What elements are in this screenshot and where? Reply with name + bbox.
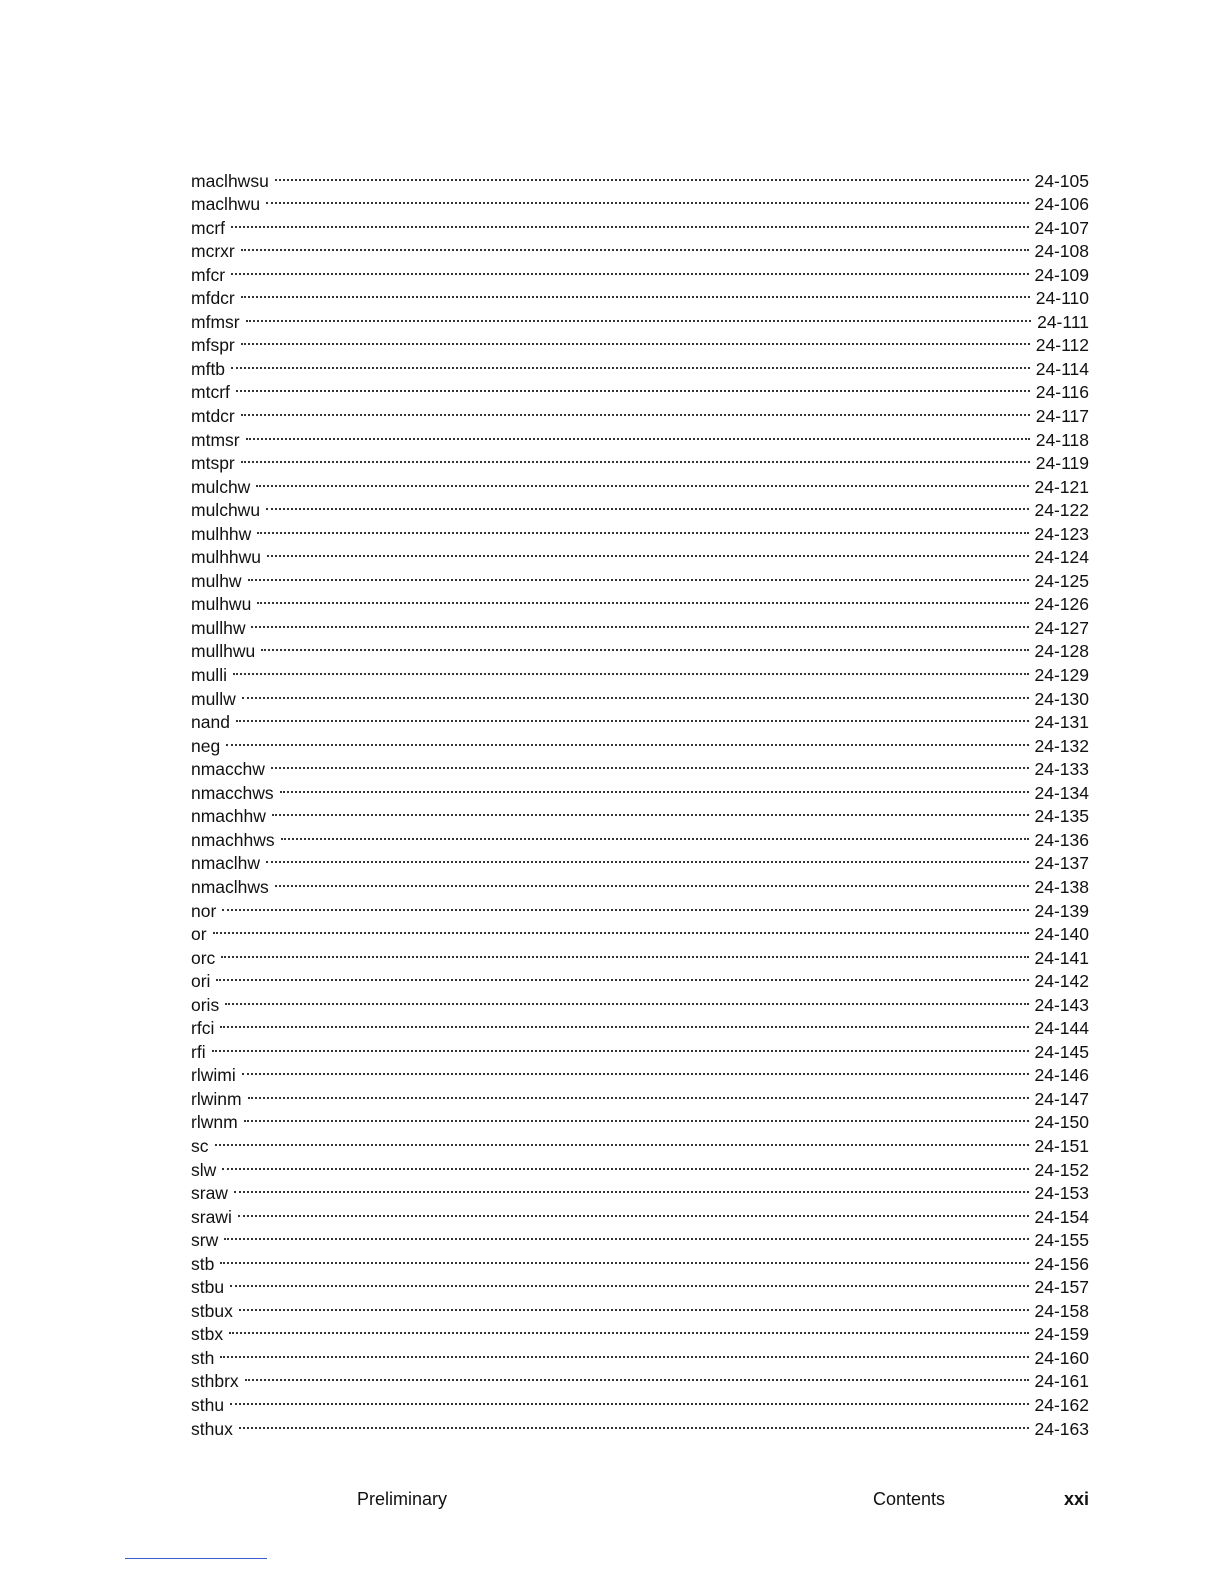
toc-dot-leader [236, 375, 1030, 399]
toc-entry-name: mcrf [191, 217, 226, 238]
toc-entry-page: 24-119 [1035, 453, 1089, 474]
toc-entry[interactable] [191, 1293, 1089, 1321]
toc-entry-name: slw [191, 1159, 217, 1180]
toc-entry[interactable] [191, 987, 1089, 1015]
toc-entry-name: mulhhwu [191, 547, 262, 568]
toc-entry[interactable] [191, 1011, 1089, 1039]
toc-entry-page: 24-136 [1034, 829, 1089, 850]
toc-entry-name: mtdcr [191, 406, 235, 427]
toc-entry[interactable] [191, 893, 1089, 921]
toc-entry-name: nmachhw [191, 806, 266, 827]
toc-entry[interactable] [191, 351, 1089, 379]
toc-dot-leader [257, 587, 1028, 611]
toc-entry[interactable] [191, 917, 1089, 945]
toc-dot-leader [244, 1105, 1029, 1129]
toc-entry[interactable] [191, 940, 1089, 968]
toc-entry-page: 24-135 [1034, 806, 1089, 827]
toc-entry[interactable] [191, 469, 1089, 497]
toc-entry-page: 24-161 [1034, 1371, 1089, 1392]
toc-entry-name: maclhwsu [191, 170, 269, 191]
toc-entry-page: 24-155 [1034, 1230, 1089, 1251]
toc-dot-leader [245, 1364, 1029, 1388]
toc-dot-leader [234, 1176, 1029, 1200]
toc-entry[interactable] [191, 516, 1089, 544]
toc-dot-leader [220, 1246, 1028, 1270]
toc-entry[interactable] [191, 1411, 1089, 1439]
toc-entry[interactable] [191, 1246, 1089, 1274]
toc-entry-name: mfmsr [191, 311, 240, 332]
toc-entry-name: srawi [191, 1206, 232, 1227]
toc-entry-name: rfci [191, 1018, 215, 1039]
toc-entry-page: 24-112 [1035, 335, 1089, 356]
toc-entry-page: 24-157 [1034, 1277, 1089, 1298]
toc-entry[interactable] [191, 1340, 1089, 1368]
footer-status: Preliminary [357, 1489, 448, 1509]
toc-entry-page: 24-129 [1034, 665, 1089, 686]
toc-entry[interactable] [191, 493, 1089, 521]
toc-entry[interactable] [191, 563, 1089, 591]
toc-entry-name: rlwimi [191, 1065, 236, 1086]
toc-dot-leader [267, 540, 1028, 564]
toc-entry[interactable] [191, 1081, 1089, 1109]
toc-entry-name: mtspr [191, 453, 235, 474]
toc-entry[interactable] [191, 1387, 1089, 1415]
toc-entry-page: 24-137 [1034, 853, 1089, 874]
toc-dot-leader [242, 681, 1029, 705]
toc-entry-page: 24-163 [1034, 1418, 1089, 1439]
toc-dot-leader [266, 846, 1028, 870]
toc-entry-name: rlwinm [191, 1088, 242, 1109]
toc-entry-name: oris [191, 994, 220, 1015]
toc-entry-name: nmaclhws [191, 876, 269, 897]
toc-entry-page: 24-151 [1034, 1135, 1089, 1156]
toc-entry[interactable] [191, 634, 1089, 662]
toc-dot-leader [233, 657, 1029, 681]
toc-dot-leader [239, 1293, 1029, 1317]
toc-entry-page: 24-128 [1034, 641, 1089, 662]
toc-dot-leader [215, 1128, 1029, 1152]
toc-dot-leader [212, 1034, 1029, 1058]
toc-entry[interactable] [191, 1364, 1089, 1392]
toc-entry-page: 24-105 [1034, 170, 1089, 191]
toc-entry-page: 24-121 [1034, 476, 1089, 497]
toc-dot-leader [238, 1199, 1029, 1223]
toc-entry-name: nmachhws [191, 829, 275, 850]
toc-dot-leader [261, 634, 1028, 658]
toc-entry-page: 24-147 [1034, 1088, 1089, 1109]
toc-entry-name: nand [191, 712, 230, 733]
toc-dot-leader [231, 210, 1028, 234]
footer-section: Contents [873, 1489, 946, 1509]
toc-dot-leader [271, 752, 1029, 776]
toc-entry[interactable] [191, 422, 1089, 450]
toc-entry-name: mullhwu [191, 641, 256, 662]
toc-entry-name: stbx [191, 1324, 224, 1345]
toc-entry[interactable] [191, 1034, 1089, 1062]
toc-dot-leader [256, 469, 1028, 493]
toc-entry-page: 24-133 [1034, 759, 1089, 780]
toc-entry[interactable] [191, 1176, 1089, 1204]
toc-entry[interactable] [191, 587, 1089, 615]
toc-entry-name: mulhhw [191, 523, 252, 544]
toc-entry-page: 24-154 [1034, 1206, 1089, 1227]
toc-entry[interactable] [191, 869, 1089, 897]
toc-entry-name: mfdcr [191, 288, 235, 309]
toc-entry[interactable] [191, 1058, 1089, 1086]
toc-entry[interactable] [191, 799, 1089, 827]
toc-entry-name: mtcrf [191, 382, 230, 403]
toc-entry-page: 24-138 [1034, 876, 1089, 897]
toc-entry[interactable] [191, 1128, 1089, 1156]
toc-entry-page: 24-130 [1034, 688, 1089, 709]
toc-entry[interactable] [191, 1317, 1089, 1345]
toc-entry-name: mullw [191, 688, 236, 709]
toc-entry-page: 24-117 [1035, 406, 1089, 427]
toc-dot-leader [241, 446, 1030, 470]
toc-entry-name: nmacchws [191, 782, 274, 803]
toc-dot-leader [229, 1317, 1028, 1341]
toc-entry[interactable] [191, 752, 1089, 780]
toc-entry-name: mtmsr [191, 429, 240, 450]
toc-dot-leader [248, 1081, 1029, 1105]
toc-entry-page: 24-131 [1034, 712, 1089, 733]
toc-entry-name: mfcr [191, 264, 226, 285]
toc-entry-name: mulhwu [191, 594, 252, 615]
toc-dot-leader [231, 351, 1030, 375]
toc-entry-page: 24-118 [1035, 429, 1089, 450]
toc-entry[interactable] [191, 846, 1089, 874]
edge-rule [125, 1558, 267, 1559]
toc-dot-leader [231, 257, 1028, 281]
toc-entry[interactable] [191, 540, 1089, 568]
toc-entry-page: 24-132 [1034, 735, 1089, 756]
toc-dot-leader [213, 917, 1029, 941]
toc-entry[interactable] [191, 281, 1089, 309]
toc-entry-name: mulchw [191, 476, 251, 497]
toc-entry[interactable] [191, 657, 1089, 686]
toc-entry[interactable] [191, 446, 1089, 474]
toc-dot-leader [220, 1011, 1028, 1035]
toc-dot-leader [242, 1058, 1029, 1082]
toc-entry-page: 24-109 [1034, 264, 1089, 285]
toc-entry-name: stbux [191, 1300, 233, 1321]
toc-dot-leader [241, 234, 1029, 258]
toc-entry-page: 24-110 [1035, 288, 1089, 309]
toc-entry-name: nor [191, 900, 217, 921]
toc-entry-name: ori [191, 971, 211, 992]
toc-dot-leader [275, 163, 1029, 187]
toc-dot-leader [272, 799, 1029, 823]
toc-entry[interactable] [191, 210, 1089, 238]
toc-entry-page: 24-142 [1034, 971, 1089, 992]
toc-dot-leader [241, 281, 1030, 305]
toc-entry[interactable] [191, 964, 1089, 992]
toc-entry-name: nmacchw [191, 759, 265, 780]
toc-entry-name: stbu [191, 1277, 225, 1298]
toc-entry[interactable] [191, 681, 1089, 709]
toc-entry-page: 24-156 [1034, 1253, 1089, 1274]
toc-entry-page: 24-116 [1035, 382, 1089, 403]
toc-entry-page: 24-125 [1034, 570, 1089, 591]
toc-dot-leader [251, 610, 1028, 634]
toc-dot-leader [246, 422, 1030, 446]
toc-entry[interactable] [191, 822, 1089, 850]
toc-dot-leader [246, 304, 1031, 328]
toc-entry-page: 24-122 [1034, 500, 1089, 521]
toc-entry-page: 24-108 [1034, 241, 1089, 262]
toc-entry[interactable] [191, 610, 1089, 638]
toc-entry-page: 24-111 [1037, 311, 1089, 332]
toc-dot-leader [230, 1270, 1028, 1294]
toc-entry-page: 24-159 [1034, 1324, 1089, 1345]
toc-entry[interactable] [191, 257, 1089, 285]
toc-dot-leader [239, 1411, 1029, 1435]
toc-dot-leader [221, 940, 1028, 964]
toc-entry-page: 24-145 [1034, 1041, 1089, 1062]
toc-entry-page: 24-153 [1034, 1183, 1089, 1204]
toc-dot-leader [222, 1152, 1028, 1176]
toc-entry-page: 24-160 [1034, 1347, 1089, 1368]
toc-entry[interactable] [191, 398, 1089, 427]
toc-dot-leader [236, 705, 1029, 729]
toc-entry-page: 24-143 [1034, 994, 1089, 1015]
toc-entry-name: nmaclhw [191, 853, 261, 874]
toc-dot-leader [226, 728, 1028, 752]
toc-entry-name: srw [191, 1230, 219, 1251]
toc-entry-name: or [191, 924, 207, 945]
toc-entry-page: 24-141 [1034, 947, 1089, 968]
toc-entry-page: 24-152 [1034, 1159, 1089, 1180]
toc-entry-name: sthu [191, 1394, 225, 1415]
toc-entry-name: sthux [191, 1418, 233, 1439]
toc-entry-name: mfspr [191, 335, 235, 356]
toc-entry-name: rfi [191, 1041, 206, 1062]
toc-entry-name: orc [191, 947, 216, 968]
toc-entry[interactable] [191, 775, 1089, 803]
toc-entry[interactable] [191, 1223, 1089, 1251]
toc-entry[interactable] [191, 1199, 1089, 1227]
toc-entry-name: rlwnm [191, 1112, 238, 1133]
toc-entry-page: 24-127 [1034, 617, 1089, 638]
toc-entry-page: 24-150 [1034, 1112, 1089, 1133]
toc-dot-leader [248, 563, 1029, 587]
toc-entry-page: 24-114 [1035, 358, 1089, 379]
toc-dot-leader [275, 869, 1029, 893]
toc-entry-page: 24-158 [1034, 1300, 1089, 1321]
toc-entry-page: 24-106 [1034, 194, 1089, 215]
toc-dot-leader [220, 1340, 1028, 1364]
toc-entry-page: 24-124 [1034, 547, 1089, 568]
toc-entry-page: 24-107 [1034, 217, 1089, 238]
toc-dot-leader [230, 1387, 1028, 1411]
toc-entry[interactable] [191, 328, 1089, 356]
toc-entry-name: sc [191, 1135, 209, 1156]
toc-dot-leader [241, 328, 1030, 352]
toc-entry[interactable] [191, 1270, 1089, 1298]
toc-dot-leader [222, 893, 1028, 917]
toc-entry-name: mcrxr [191, 241, 235, 262]
toc-entry-page: 24-144 [1034, 1018, 1089, 1039]
toc-entry-name: mulhw [191, 570, 242, 591]
toc-entry-name: mullhw [191, 617, 246, 638]
toc-dot-leader [266, 493, 1028, 517]
toc-entry-name: sraw [191, 1183, 228, 1204]
toc-entry-name: neg [191, 735, 221, 756]
toc-entry[interactable] [191, 1105, 1089, 1133]
toc-entry-page: 24-123 [1034, 523, 1089, 544]
toc-entry[interactable] [191, 234, 1089, 262]
toc-entry-name: sthbrx [191, 1371, 239, 1392]
footer-page-number: xxi [1064, 1489, 1090, 1509]
toc-entry[interactable] [191, 705, 1089, 733]
toc-entry[interactable] [191, 163, 1089, 191]
toc-entry[interactable] [191, 1152, 1089, 1180]
toc-entry[interactable] [191, 304, 1089, 332]
toc-dot-leader [216, 964, 1028, 988]
toc-entry-name: mftb [191, 358, 226, 379]
toc-dot-leader [241, 398, 1030, 422]
toc-entry-name: mulchwu [191, 500, 261, 521]
toc-dot-leader [281, 822, 1029, 846]
toc-entry-name: stb [191, 1253, 215, 1274]
toc-dot-leader [257, 516, 1028, 540]
toc-dot-leader [266, 187, 1028, 211]
toc-entry-page: 24-146 [1034, 1065, 1089, 1086]
table-of-contents [191, 163, 1089, 1439]
toc-entry-page: 24-140 [1034, 924, 1089, 945]
toc-entry-page: 24-126 [1034, 594, 1089, 615]
toc-entry-page: 24-139 [1034, 900, 1089, 921]
toc-entry-page: 24-162 [1034, 1394, 1089, 1415]
toc-entry[interactable] [191, 728, 1089, 756]
toc-entry-name: mulli [191, 665, 227, 686]
toc-entry-name: maclhwu [191, 194, 261, 215]
toc-dot-leader [280, 775, 1029, 799]
toc-entry-page: 24-134 [1034, 782, 1089, 803]
toc-entry[interactable] [191, 375, 1089, 403]
toc-dot-leader [225, 987, 1028, 1011]
toc-entry[interactable] [191, 187, 1089, 215]
toc-entry-name: sth [191, 1347, 215, 1368]
toc-dot-leader [224, 1223, 1028, 1247]
